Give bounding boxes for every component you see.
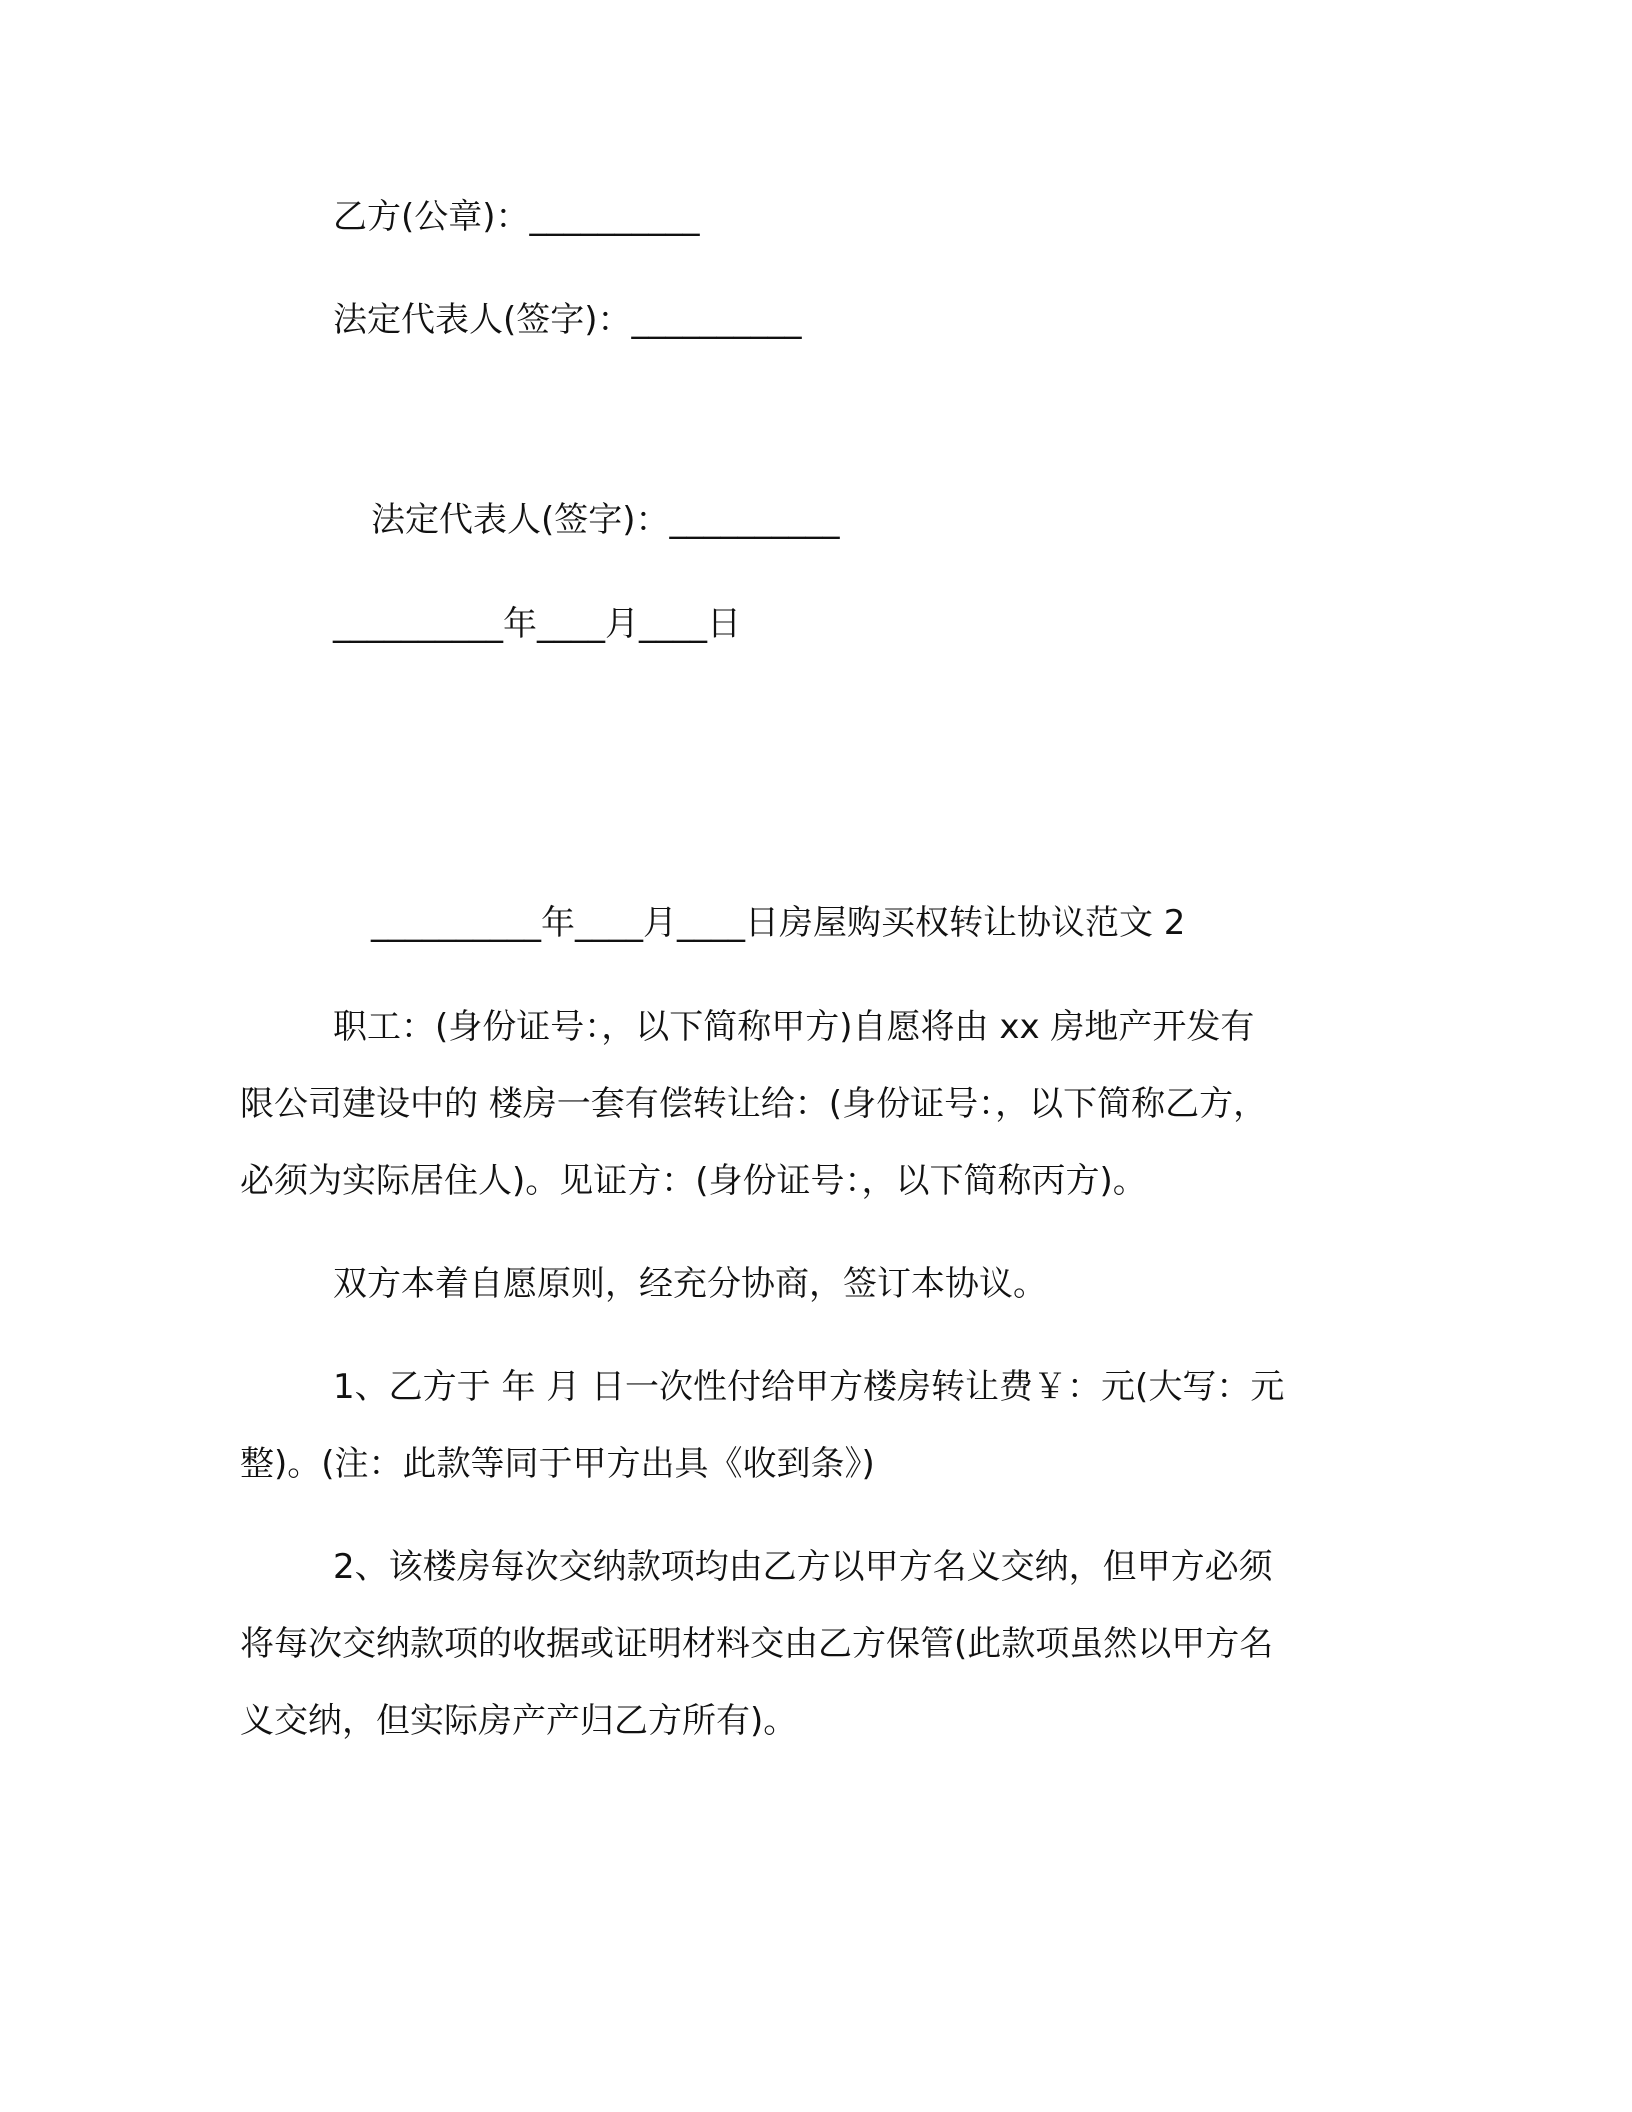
text-line: 将每次交纳款项的收据或证明材料交由乙方保管(此款项虽然以甲方名 xyxy=(240,1624,1274,1664)
text-line: 职工：(身份证号：，以下简称甲方)自愿将由 xx 房地产开发有 xyxy=(333,1007,1255,1047)
text-line: 限公司建设中的 楼房一套有偿转让给：(身份证号：，以下简称乙方， xyxy=(240,1084,1268,1124)
text-line: 1、乙方于 年 月 日一次性付给甲方楼房转让费￥：元(大写：元 xyxy=(333,1367,1285,1407)
text-line: 整)。(注：此款等同于甲方出具《收到条》) xyxy=(240,1444,875,1484)
text-line: 义交纳，但实际房产产归乙方所有)。 xyxy=(240,1701,798,1741)
date-line: __________年____月____日 xyxy=(333,604,741,644)
text-line: 2、该楼房每次交纳款项均由乙方以甲方名义交纳，但甲方必须 xyxy=(333,1547,1273,1587)
section-title: __________年____月____日房屋购买权转让协议范文 2 xyxy=(371,903,1186,943)
legal-rep-signature-line: 法定代表人(签字)：__________ xyxy=(333,300,802,340)
principle-paragraph: 双方本着自愿原则，经充分协商，签订本协议。 xyxy=(333,1264,1047,1304)
party-b-seal-line: 乙方(公章)：__________ xyxy=(333,197,700,237)
legal-rep-signature-line: 法定代表人(签字)：__________ xyxy=(371,500,840,540)
text-line: 必须为实际居住人)。见证方：(身份证号：，以下简称丙方)。 xyxy=(240,1161,1147,1201)
